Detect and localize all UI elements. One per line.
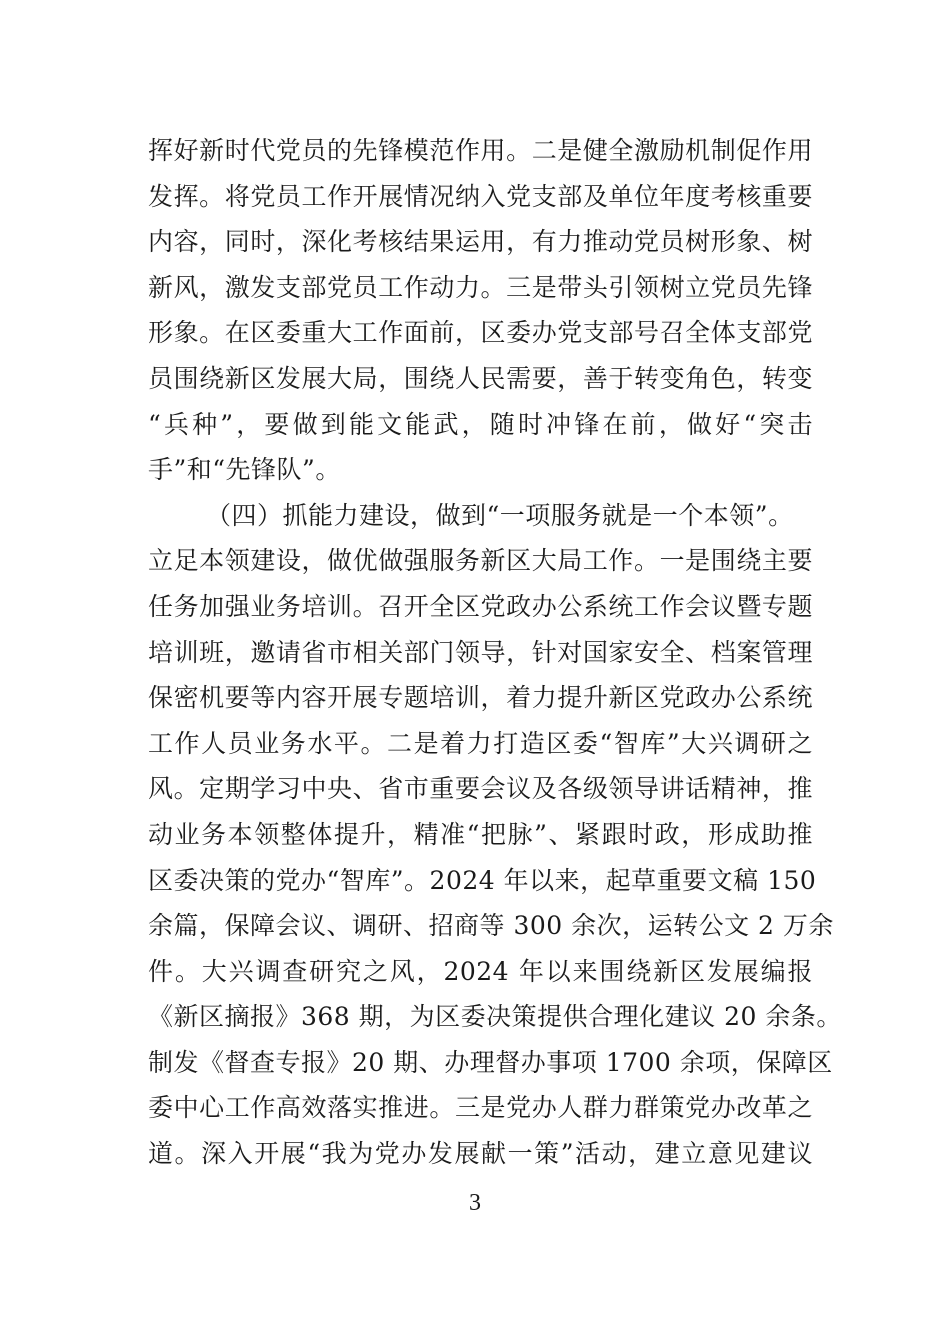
text-line: 风。定期学习中央、省市重要会议及各级领导讲话精神，推: [148, 774, 813, 804]
text-line: 保密机要等内容开展专题培训，着力提升新区党政办公系统: [148, 683, 813, 713]
text-line: 挥好新时代党员的先锋模范作用。二是健全激励机制促作用: [148, 136, 813, 165]
text-line: 动业务本领整体提升，精准“把脉”、紧跟时政，形成助推: [148, 819, 813, 849]
text-line: 制发《督查专报》20 期、办理督办事项 1700 余项，保障区: [148, 1047, 833, 1077]
text-line: “兵种”，要做到能文能武，随时冲锋在前，做好“突击: [148, 409, 813, 439]
section-heading: （四）抓能力建设，做到“一项服务就是一个本领”。: [206, 500, 794, 530]
text-line: 《新区摘报》368 期，为区委决策提供合理化建议 20 余条。: [148, 1002, 842, 1032]
document-body: [148, 128, 842, 1177]
text-line: 件。大兴调查研究之风，2024 年以来围绕新区发展编报: [148, 956, 813, 986]
paragraph-2: [148, 538, 842, 1176]
paragraph-1: [148, 128, 813, 493]
page-number: 3: [469, 1190, 481, 1216]
text-line: 区委决策的党办“智库”。2024 年以来，起草重要文稿 150: [148, 865, 817, 895]
text-line: 形象。在区委重大工作面前，区委办党支部号召全体支部党: [148, 318, 813, 348]
text-line: 内容，同时，深化考核结果运用，有力推动党员树形象、树: [148, 227, 813, 257]
text-line: 手”和“先锋队”。: [148, 455, 341, 485]
text-line: 新风，激发支部党员工作动力。三是带头引领树立党员先锋: [148, 272, 813, 302]
text-line: 委中心工作高效落实推进。三是党办人群力群策党办改革之: [148, 1093, 813, 1123]
text-line: 培训班，邀请省市相关部门领导，针对国家安全、档案管理: [148, 637, 813, 667]
text-line: 道。深入开展“我为党办发展献一策”活动，建立意见建议: [148, 1139, 813, 1169]
text-line: 员围绕新区发展大局，围绕人民需要，善于转变角色，转变: [148, 363, 813, 393]
text-line: 工作人员业务水平。二是着力打造区委“智库”大兴调研之: [148, 728, 813, 758]
text-line: 余篇，保障会议、调研、招商等 300 余次，运转公文 2 万余: [148, 911, 834, 941]
text-line: 立足本领建设，做优做强服务新区大局工作。一是围绕主要: [148, 546, 813, 576]
text-line: 发挥。将党员工作开展情况纳入党支部及单位年度考核重要: [148, 181, 813, 211]
text-line: 任务加强业务培训。召开全区党政办公系统工作会议暨专题: [148, 591, 813, 621]
